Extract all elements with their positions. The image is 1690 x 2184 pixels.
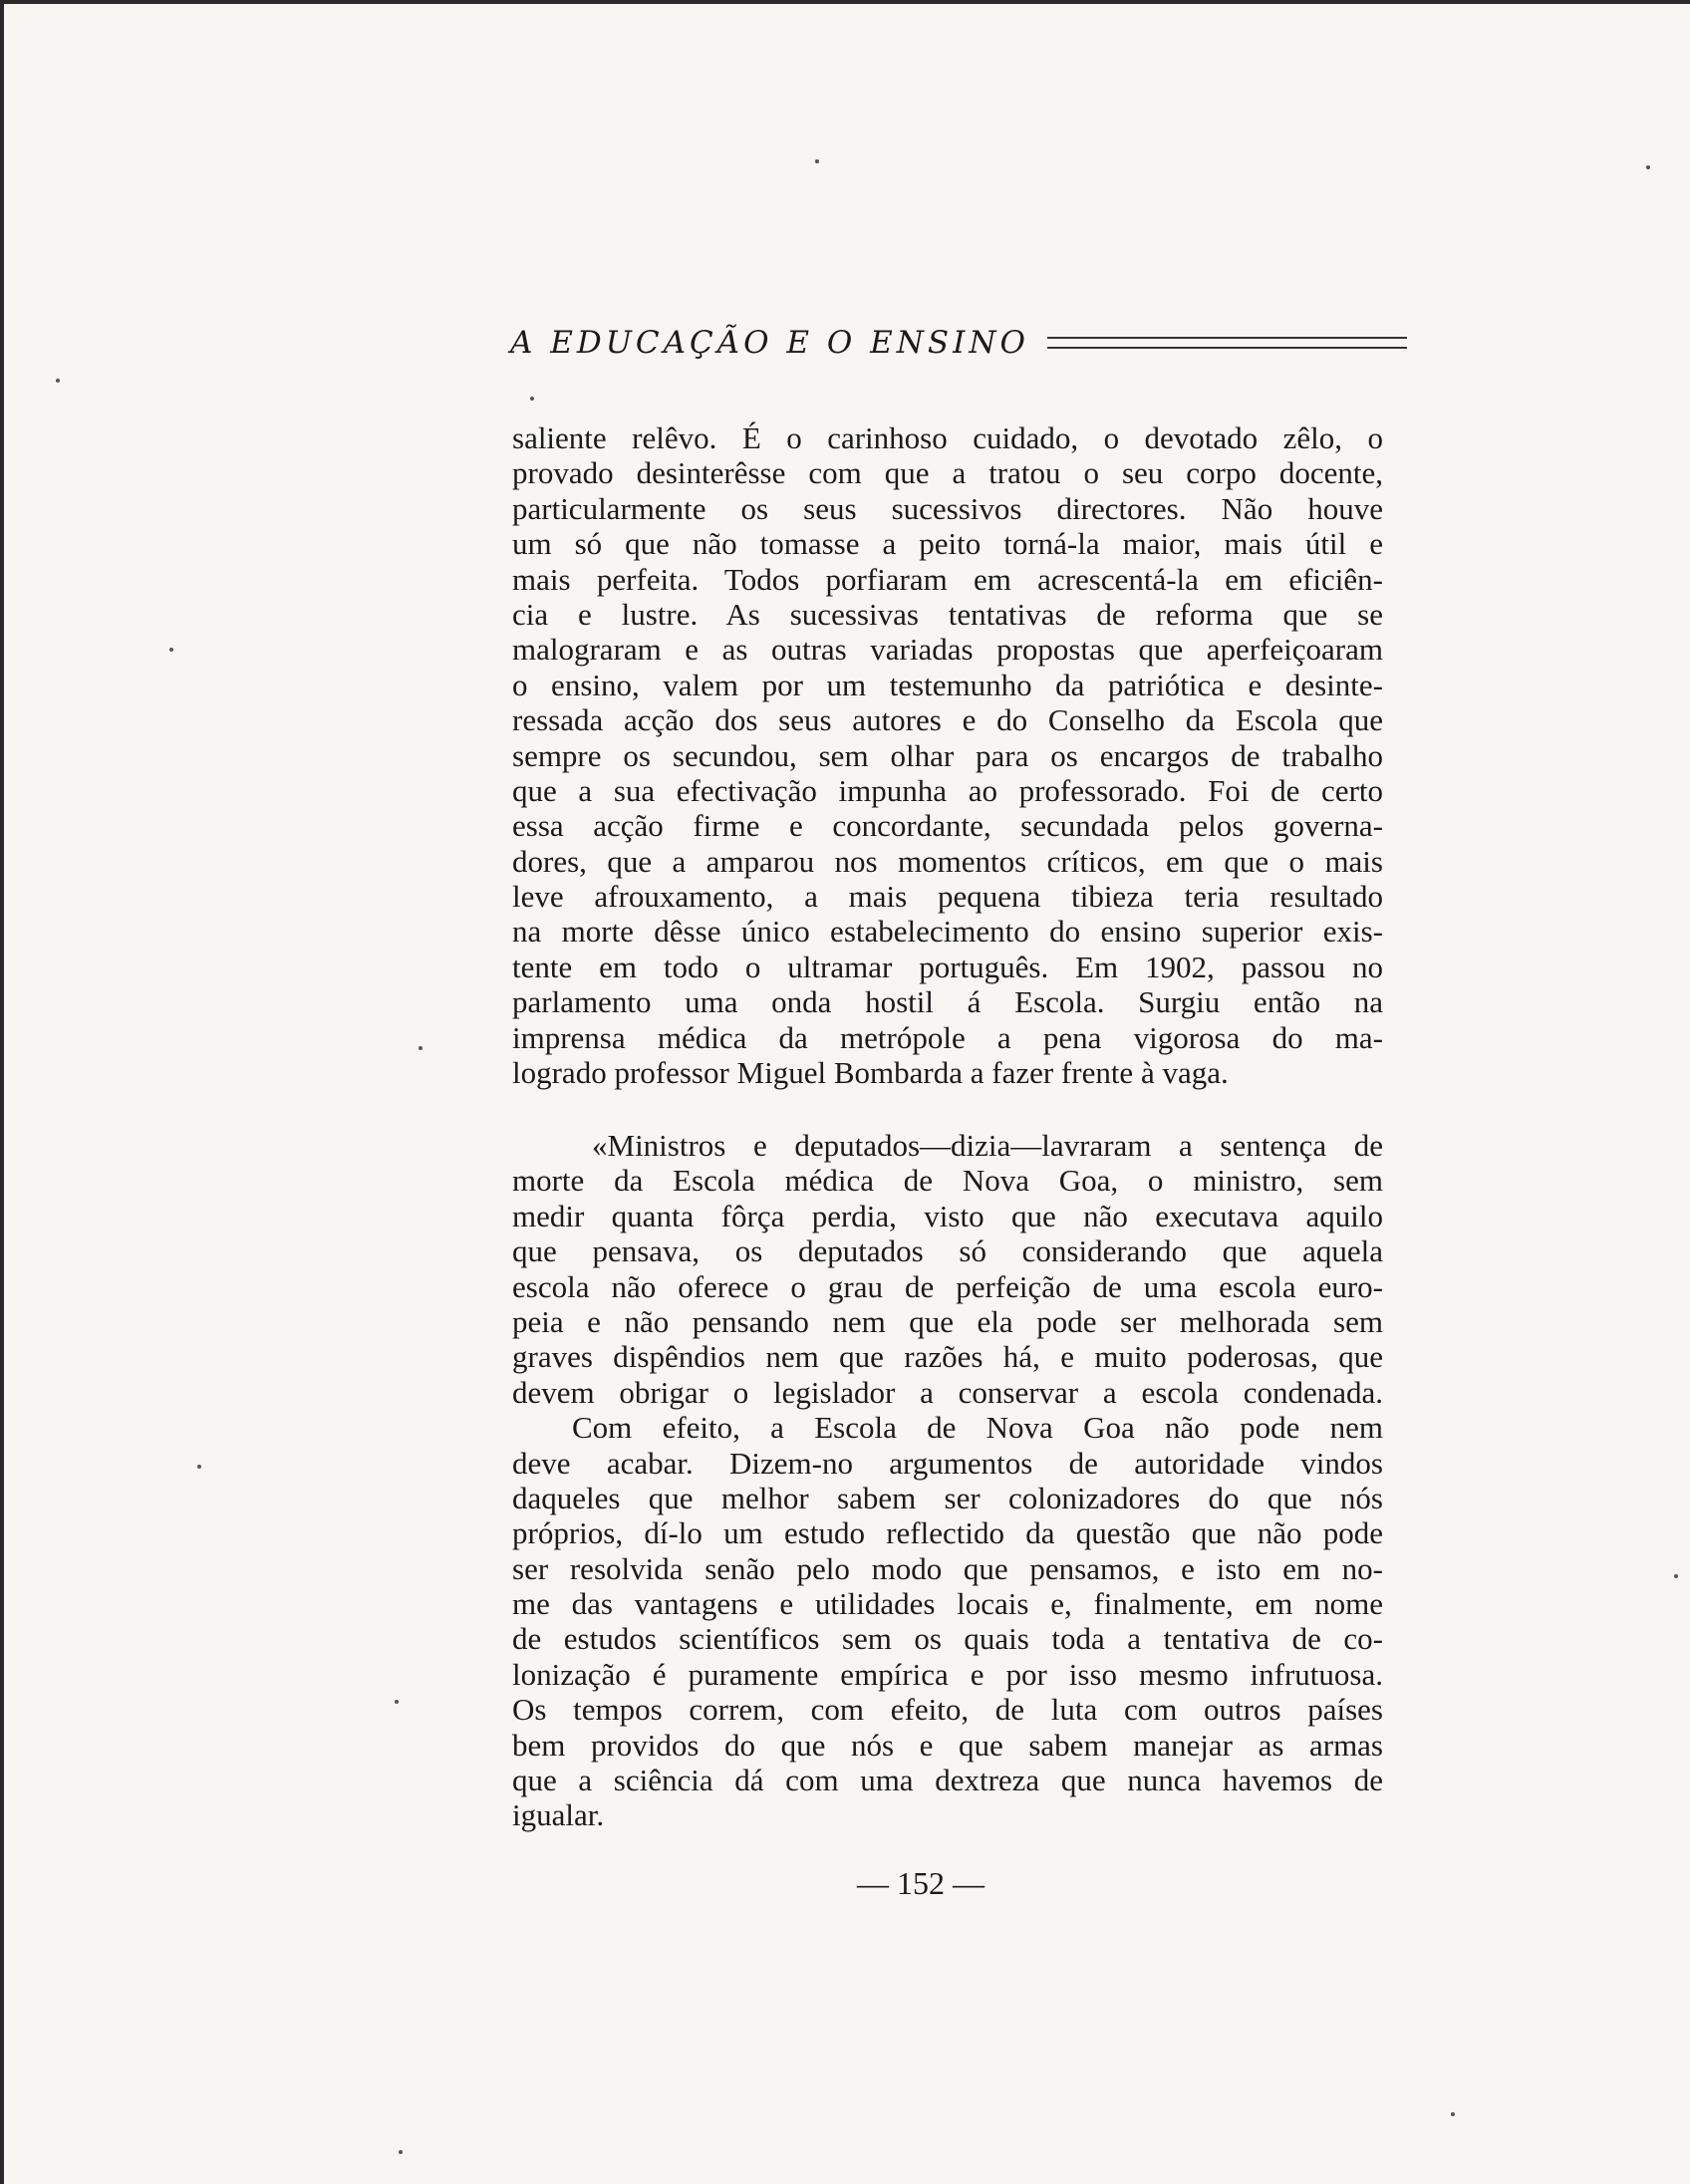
- text-line: parlamento uma onda hostil á Escola. Surgiu então na: [512, 984, 1383, 1020]
- text-line: lonização é puramente empírica e por isso mesmo infrutuosa.: [512, 1656, 1383, 1692]
- text-line: de estudos scientíficos sem os quais toda a tentativa de co-: [512, 1621, 1383, 1657]
- text-line: escola não oferece o grau de perfeição de uma escola euro-: [512, 1268, 1383, 1304]
- text-line: bem providos do que nós e que sabem manejar as armas: [512, 1727, 1383, 1763]
- scan-speck: [1451, 2112, 1455, 2116]
- text-line: leve afrouxamento, a mais pequena tibieza teria resultado: [512, 879, 1383, 915]
- scan-speck: [1646, 165, 1650, 169]
- text-line: imprensa médica da metrópole a pena vigorosa do ma-: [512, 1019, 1383, 1055]
- scan-speck: [1674, 1574, 1678, 1578]
- text-line: morte da Escola médica de Nova Goa, o ministro, sem: [512, 1163, 1383, 1199]
- text-line: dores, que a amparou nos momentos críticos, em que o mais: [512, 843, 1383, 879]
- text-line: cia e lustre. As sucessivas tentativas de reforma que se: [512, 596, 1383, 632]
- scan-speck: [197, 1465, 201, 1469]
- text-line: deve acabar. Dizem-no argumentos de autoridade vindos: [512, 1445, 1383, 1481]
- text-line: medir quanta fôrça perdia, visto que não executava aquilo: [512, 1198, 1383, 1233]
- text-line: Os tempos correm, com efeito, de luta com outros países: [512, 1692, 1383, 1728]
- text-line: devem obrigar o legislador a conservar a escola condenada.: [512, 1374, 1383, 1410]
- text-line: tente em todo o ultramar português. Em 1902, passou no: [512, 949, 1383, 984]
- text-line: peia e não pensando nem que ela pode ser melhorada sem: [512, 1303, 1383, 1339]
- text-line: ressada acção dos seus autores e do Conselho da Escola que: [512, 702, 1383, 738]
- text-line: «Ministros e deputados—dizia—lavraram a sentença de: [592, 1128, 1383, 1163]
- text-line: que a sua efectivação impunha ao professorado. Foi de certo: [512, 772, 1383, 808]
- text-line: na morte dêsse único estabelecimento do ensino superior exis-: [512, 914, 1383, 950]
- text-line: mais perfeita. Todos porfiaram em acrescentá-la em eficiên-: [512, 561, 1383, 597]
- text-line: provado desinterêsse com que a tratou o seu corpo docente,: [512, 455, 1383, 491]
- text-line: me das vantagens e utilidades locais e, finalmente, em nome: [512, 1586, 1383, 1622]
- scan-speck: [395, 1700, 399, 1704]
- text-line: o ensino, valem por um testemunho da patriótica e desinte-: [512, 667, 1383, 702]
- text-line: um só que não tomasse a peito torná-la maior, mais útil e: [512, 526, 1383, 562]
- running-head-double-rule: [1047, 337, 1407, 349]
- text-line: logrado professor Miguel Bombarda a fazer frente à vaga.: [512, 1055, 1229, 1091]
- scan-speck: [530, 397, 534, 401]
- text-line: igualar.: [512, 1797, 605, 1833]
- text-line: que a sciência dá com uma dextreza que nunca havemos de: [512, 1763, 1383, 1798]
- running-head-title: A EDUCAÇÃO E O ENSINO: [510, 325, 1029, 361]
- scan-speck: [815, 159, 819, 163]
- text-line: graves dispêndios nem que razões há, e muito poderosas, que: [512, 1339, 1383, 1375]
- text-line: ser resolvida senão pelo modo que pensamos, e isto em no-: [512, 1550, 1383, 1586]
- page-number: — 152 —: [857, 1865, 985, 1901]
- text-line: saliente relêvo. É o carinhoso cuidado, o devotado zêlo, o: [512, 420, 1383, 455]
- text-line: daqueles que melhor sabem ser colonizadores do que nós: [512, 1480, 1383, 1515]
- running-head: [510, 321, 1407, 365]
- text-line: próprios, dí-lo um estudo reflectido da questão que não pode: [512, 1515, 1383, 1551]
- text-line: que pensava, os deputados só considerando que aquela: [512, 1233, 1383, 1269]
- scan-speck: [56, 379, 60, 383]
- scan-speck: [169, 648, 173, 652]
- text-line: malograram e as outras variadas propostas que aperfeiçoaram: [512, 632, 1383, 668]
- scan-border-top: [0, 0, 1690, 4]
- paragraph-1: [512, 420, 1383, 1090]
- paragraph-2: [512, 1128, 1383, 1833]
- text-line: sempre os secundou, sem olhar para os encargos de trabalho: [512, 737, 1383, 773]
- scan-speck: [399, 2150, 403, 2154]
- text-line: particularmente os seus sucessivos directores. Não houve: [512, 490, 1383, 526]
- scan-speck: [419, 1046, 422, 1050]
- text-line: Com efeito, a Escola de Nova Goa não pode nem: [572, 1410, 1383, 1446]
- scan-border-left: [0, 0, 4, 2184]
- text-line: essa acção firme e concordante, secundada pelos governa-: [512, 808, 1383, 844]
